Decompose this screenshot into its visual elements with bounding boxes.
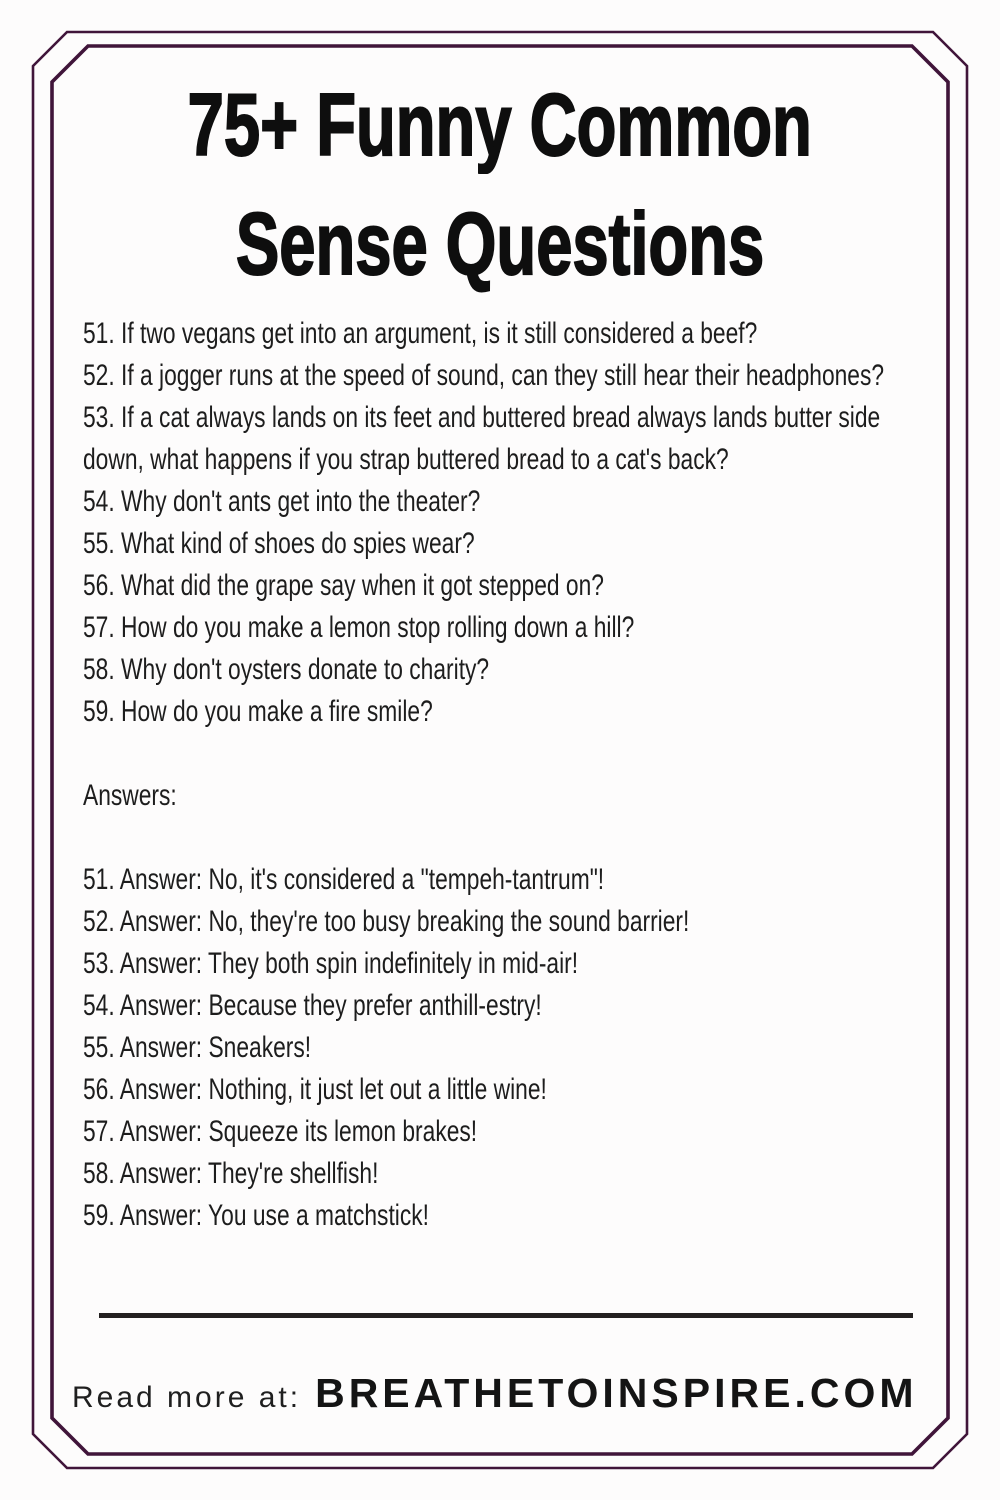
spacer-line	[83, 817, 1000, 859]
answer-57: 57. Answer: Squeeze its lemon brakes!	[83, 1115, 478, 1148]
answer-58: 58. Answer: They're shellfish!	[83, 1157, 379, 1190]
site-name: BREATHETOINSPIRE.COM	[315, 1370, 918, 1416]
question-line	[83, 313, 1000, 355]
title-line-1	[0, 65, 1000, 184]
title-line-1-text: 75+ Funny Common	[187, 75, 813, 174]
question-line	[83, 607, 1000, 649]
answers-heading: Answers:	[83, 779, 177, 812]
question-line	[83, 649, 1000, 691]
answer-line	[83, 1027, 1000, 1069]
question-line	[83, 565, 1000, 607]
question-line	[83, 523, 1000, 565]
answer-54: 54. Answer: Because they prefer anthill-estry!	[83, 989, 542, 1022]
answer-59: 59. Answer: You use a matchstick!	[83, 1199, 430, 1232]
question-59: 59. How do you make a fire smile?	[83, 695, 433, 728]
content-block	[83, 313, 1000, 1237]
answers-heading-line	[83, 775, 1000, 817]
answer-56: 56. Answer: Nothing, it just let out a little wine!	[83, 1073, 547, 1106]
page-title	[0, 65, 1000, 303]
answer-line	[83, 901, 1000, 943]
title-line-2-text: Sense Questions	[235, 194, 765, 293]
title-line-2	[0, 184, 1000, 303]
read-more-label: Read more at:	[72, 1381, 302, 1414]
question-line	[83, 439, 1000, 481]
question-56: 56. What did the grape say when it got stepped on?	[83, 569, 604, 602]
question-52: 52. If a jogger runs at the speed of sound, can they still hear their headphones?	[83, 359, 885, 392]
question-51: 51. If two vegans get into an argument, is it still considered a beef?	[83, 317, 758, 350]
question-55: 55. What kind of shoes do spies wear?	[83, 527, 475, 560]
answer-51: 51. Answer: No, it's considered a "tempeh-tantrum"!	[83, 863, 605, 896]
answer-line	[83, 859, 1000, 901]
answer-line	[83, 1195, 1000, 1237]
question-line	[83, 691, 1000, 733]
question-53: 53. If a cat always lands on its feet and buttered bread always lands butter side	[83, 401, 881, 434]
answer-55: 55. Answer: Sneakers!	[83, 1031, 312, 1064]
footer	[72, 1370, 918, 1417]
question-54: 54. Why don't ants get into the theater?	[83, 485, 481, 518]
answer-52: 52. Answer: No, they're too busy breaking the sound barrier!	[83, 905, 690, 938]
question-57: 57. How do you make a lemon stop rolling down a hill?	[83, 611, 635, 644]
divider-line	[99, 1313, 913, 1318]
spacer-line	[83, 733, 1000, 775]
answer-line	[83, 943, 1000, 985]
answer-line	[83, 985, 1000, 1027]
question-line	[83, 397, 1000, 439]
question-line	[83, 481, 1000, 523]
answer-line	[83, 1153, 1000, 1195]
answer-line	[83, 1069, 1000, 1111]
answer-53: 53. Answer: They both spin indefinitely in mid-air!	[83, 947, 579, 980]
question-58: 58. Why don't oysters donate to charity?	[83, 653, 490, 686]
question-line	[83, 355, 1000, 397]
answer-line	[83, 1111, 1000, 1153]
question-53-continued: down, what happens if you strap buttered bread to a cat's back?	[83, 443, 729, 476]
